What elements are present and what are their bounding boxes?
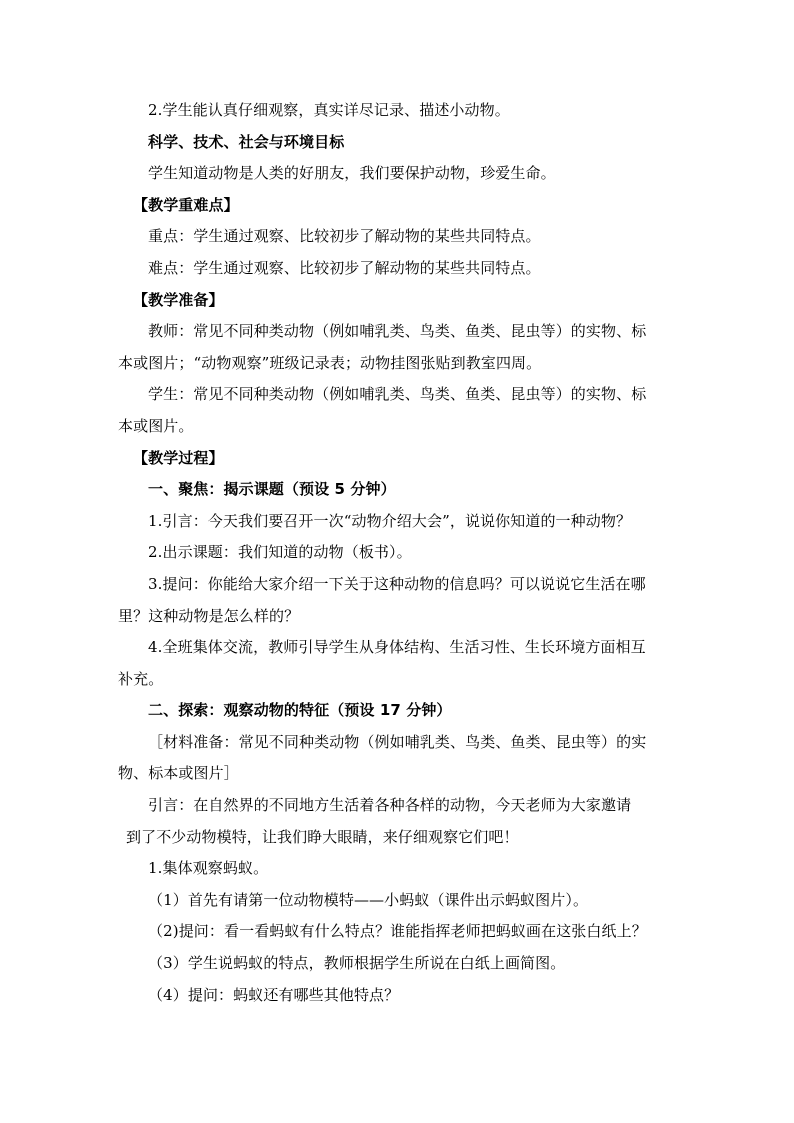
process-2-substep-4: （4）提问：蚂蚁还有哪些其他特点？ xyxy=(148,985,400,1004)
process-1-step-3-line-2: 里？这种动物是怎么样的？ xyxy=(118,606,300,625)
section-heading-stse-goal: 科学、技术、社会与环境目标 xyxy=(148,132,345,151)
key-point-text: 重点：学生通过观察、比较初步了解动物的某些共同特点。 xyxy=(148,227,541,246)
section-heading-preparation: 【教学准备】 xyxy=(133,290,224,309)
student-preparation-line-2: 本或图片。 xyxy=(118,416,194,435)
materials-note-line-1: ［材料准备：常见不同种类动物（例如哺乳类、鸟类、鱼类、昆虫等）的实 xyxy=(148,732,647,751)
document-page xyxy=(118,95,678,1011)
materials-note-line-2: 物、标本或图片］ xyxy=(118,764,239,783)
goal-item-2: 2.学生能认真仔细观察，真实详尽记录、描述小动物。 xyxy=(148,101,510,119)
intro-speech-line-2: 到了不少动物模特，让我们睁大眼睛，来仔细观察它们吧！ xyxy=(126,827,519,846)
intro-speech-line-1: 引言：在自然界的不同地方生活着各种各样的动物，今天老师为大家邀请 xyxy=(148,796,632,815)
section-heading-key-points: 【教学重难点】 xyxy=(133,195,239,214)
process-2-substep-1: （1）首先有请第一位动物模特——小蚂蚁（课件出示蚂蚁图片）。 xyxy=(148,890,589,909)
process-1-step-1: 1.引言：今天我们要召开一次“动物介绍大会”，说说你知道的一种动物？ xyxy=(148,511,632,530)
student-preparation-line-1: 学生：常见不同种类动物（例如哺乳类、鸟类、鱼类、昆虫等）的实物、标 xyxy=(148,385,647,404)
process-2-step-1: 1.集体观察蚂蚁。 xyxy=(148,859,269,878)
process-1-step-4-line-2: 补充。 xyxy=(118,669,164,688)
teacher-preparation-line-1: 教师：常见不同种类动物（例如哺乳类、鸟类、鱼类、昆虫等）的实物、标 xyxy=(148,322,647,341)
process-2-substep-3: （3）学生说蚂蚁的特点，教师根据学生所说在白纸上画简图。 xyxy=(148,954,566,973)
process-part-2-heading: 二、探索：观察动物的特征（预设 17 分钟） xyxy=(148,701,452,720)
stse-goal-text: 学生知道动物是人类的好朋友，我们要保护动物，珍爱生命。 xyxy=(148,164,556,183)
process-1-step-2: 2.出示课题：我们知道的动物（板书）。 xyxy=(148,543,412,562)
difficult-point-text: 难点：学生通过观察、比较初步了解动物的某些共同特点。 xyxy=(148,258,541,277)
process-2-substep-2: （2)提问：看一看蚂蚁有什么特点？谁能指挥老师把蚂蚁画在这张白纸上？ xyxy=(148,922,647,941)
process-1-step-4-line-1: 4.全班集体交流，教师引导学生从身体结构、生活习性、生长环境方面相互 xyxy=(148,638,646,657)
teacher-preparation-line-2: 本或图片；“动物观察”班级记录表；动物挂图张贴到教室四周。 xyxy=(118,353,542,372)
process-part-1-heading: 一、聚焦：揭示课题（预设 5 分钟） xyxy=(148,480,396,499)
process-1-step-3-line-1: 3.提问：你能给大家介绍一下关于这种动物的信息吗？可以说说它生活在哪 xyxy=(148,574,646,593)
section-heading-process: 【教学过程】 xyxy=(133,448,224,467)
